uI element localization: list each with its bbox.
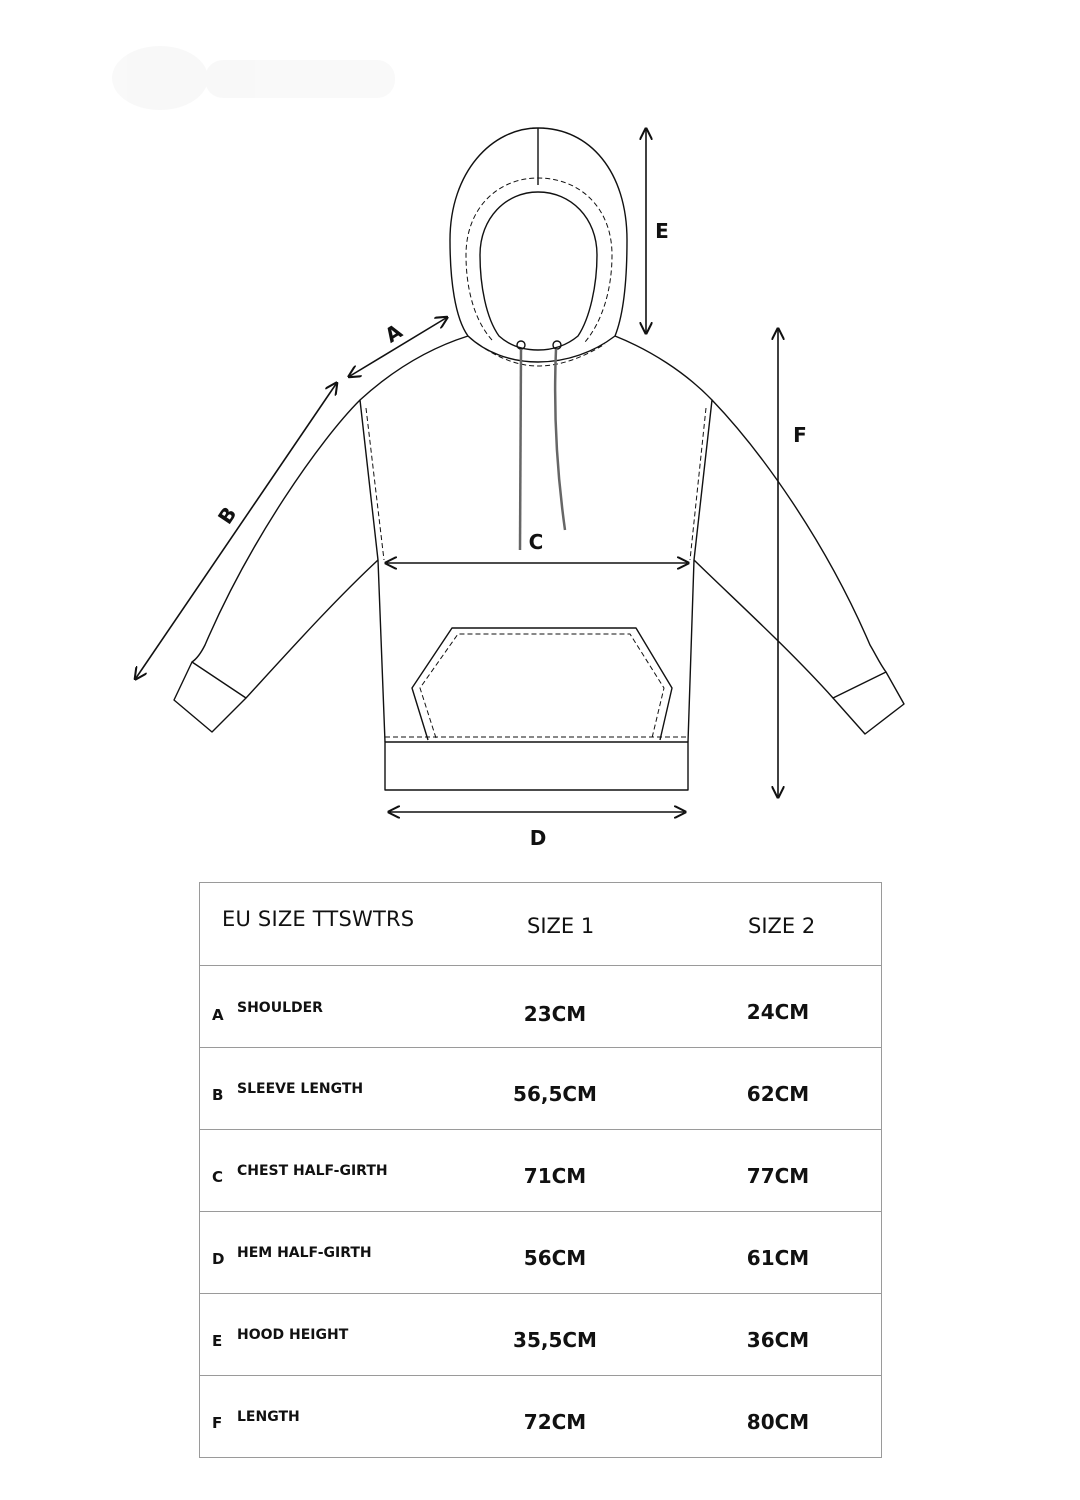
measurement-name: HOOD HEIGHT (237, 1327, 349, 1343)
dimension-label-b: B (212, 502, 242, 529)
measurement-name: LENGTH (237, 1409, 300, 1425)
measurement-name: SLEEVE LENGTH (237, 1081, 364, 1097)
right-cuff (833, 672, 904, 734)
table-row-shoulder (200, 965, 881, 1047)
size-2-value: 36CM (746, 1328, 810, 1352)
table-row-sleeve-length (200, 1047, 881, 1129)
table-header-row (200, 883, 881, 965)
watermark-logo (112, 46, 395, 110)
dimension-label-d: D (529, 826, 547, 850)
size-1-value: 23CM (523, 1002, 587, 1026)
hood-opening (480, 192, 597, 350)
size-1-value: 72CM (523, 1410, 587, 1434)
drawstring-right (555, 349, 565, 530)
dimension-label-a: A (380, 318, 407, 348)
hem-band (385, 742, 688, 790)
table-row-length (200, 1375, 881, 1457)
hoodie-illustration (174, 128, 904, 790)
table-row-chest-half-girth (200, 1129, 881, 1211)
size-2-value: 77CM (746, 1164, 810, 1188)
size-2-value: 61CM (746, 1246, 810, 1270)
right-sleeve (694, 400, 886, 698)
column-header-size-1: SIZE 1 (527, 914, 595, 938)
column-header-size-2: SIZE 2 (748, 914, 816, 938)
dimension-arrow-b (136, 384, 336, 678)
size-chart-table (199, 882, 882, 1458)
measurement-name: SHOULDER (237, 1000, 323, 1016)
dimension-label-f: F (793, 423, 807, 447)
size-1-value: 35,5CM (513, 1328, 597, 1352)
row-letter: B (212, 1086, 224, 1104)
table-row-hem-half-girth (200, 1211, 881, 1293)
size-1-value: 56,5CM (513, 1082, 597, 1106)
measurement-name: HEM HALF-GIRTH (237, 1245, 372, 1261)
left-sleeve (192, 400, 378, 698)
size-2-value: 80CM (746, 1410, 810, 1434)
size-1-value: 71CM (523, 1164, 587, 1188)
size-2-value: 62CM (746, 1082, 810, 1106)
size-2-value: 24CM (746, 1000, 810, 1024)
table-row-hood-height (200, 1293, 881, 1375)
dimension-label-e: E (655, 219, 669, 243)
row-letter: A (212, 1006, 224, 1024)
dimension-label-c: C (528, 530, 544, 554)
row-letter: D (212, 1250, 225, 1268)
left-cuff (174, 662, 246, 732)
row-letter: F (212, 1414, 223, 1432)
table-title: EU SIZE TTSWTRS (222, 907, 415, 931)
row-letter: E (212, 1332, 223, 1350)
size-1-value: 56CM (523, 1246, 587, 1270)
row-letter: C (212, 1168, 224, 1186)
measurement-name: CHEST HALF-GIRTH (237, 1163, 388, 1179)
drawstring-left (520, 349, 521, 550)
